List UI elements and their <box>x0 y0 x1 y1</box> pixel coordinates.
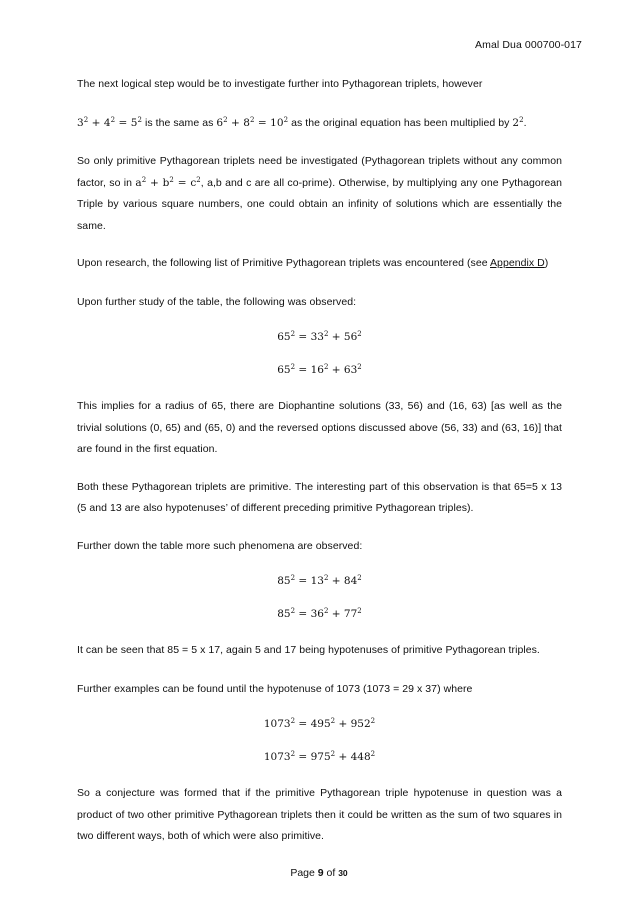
paragraph-intro: The next logical step would be to investigate further into Pythagorean triplets, however <box>77 78 483 90</box>
paragraph-85-explanation: It can be seen that 85 = 5 x 17, again 5 and 17 being hypotenuses of primitive Pythagorean triples. <box>77 644 540 656</box>
page-header-author: Amal Dua 000700-017 <box>475 39 582 51</box>
paragraph-conjecture: So a conjecture was formed that if the primitive Pythagorean triple hypotenuse in question was a product of two other primitive Pythagorean triplets then it could be written as the sum of two squares in two different ways, both of which were also primitive. <box>77 787 562 842</box>
equation-6-8-10: $6^2 + 8^2 = 10^2$ <box>216 115 289 129</box>
equation-block-1073 <box>77 717 562 764</box>
text-fragment: . <box>523 116 527 129</box>
text-fragment: ) <box>544 257 549 269</box>
text-fragment: as the original equation has been multiplied by <box>288 116 513 129</box>
paragraph-scaling-example <box>77 113 562 135</box>
equation-2-squared: $2^2$ <box>512 115 524 129</box>
equation-block-85 <box>77 574 562 621</box>
paragraph-observation: Upon further study of the table, the following was observed: <box>77 295 357 308</box>
equation-pythagoras-general: $a^2 + b^2 = c^2$ <box>135 175 201 189</box>
paragraph-further-down: Further down the table more such phenomena are observed: <box>77 539 363 552</box>
footer-of: of <box>323 867 339 879</box>
page-footer <box>0 867 638 879</box>
page-body <box>77 74 562 864</box>
paragraph-diophantine: This implies for a radius of 65, there are Diophantine solutions (33, 56) and (16, 63) [as well as the trivial solutions (0, 65) and (65, 0) and the reversed options discussed above (56, 33) and (63, 16)] that are found in the first equation. <box>77 400 562 455</box>
equation-65-line2: $65^2 = 16^2 + 63^2$ <box>277 363 362 376</box>
text-fragment: Upon research, the following list of Primitive Pythagorean triplets was encountered (see <box>77 257 490 269</box>
paragraph-research <box>77 253 562 275</box>
paragraph-primitive-note: Both these Pythagorean triplets are primitive. The interesting part of this observation is that 65=5 x 13 (5 and 13 are also hypotenuses’ of different preceding primitive Pythagorean triples). <box>77 480 562 514</box>
footer-page-number: 9 <box>317 867 324 879</box>
footer-total-pages: 30 <box>338 868 348 878</box>
text-fragment: So only primitive Pythagorean triplets need be investigated (Pythagorean triplets without any common factor, so in <box>77 155 562 189</box>
appendix-d-link[interactable]: Appendix D <box>490 257 545 269</box>
equation-65-line1: $65^2 = 33^2 + 56^2$ <box>277 330 362 343</box>
equation-85-line1: $85^2 = 13^2 + 84^2$ <box>277 574 362 587</box>
equation-3-4-5: $3^2 + 4^2 = 5^2$ <box>77 115 143 129</box>
paragraph-1073-intro: Further examples can be found until the hypotenuse of 1073 (1073 = 29 x 37) where <box>77 682 473 695</box>
equation-block-65 <box>77 330 562 377</box>
equation-85-line2: $85^2 = 36^2 + 77^2$ <box>277 607 362 620</box>
equation-1073-line2: $1073^2 = 975^2 + 448^2$ <box>263 750 376 763</box>
text-fragment: is the same as <box>142 116 217 129</box>
text-fragment: , a,b and c are all co-prime). Otherwise, by multiplying any one Pythagorean Triple by various square numbers, one could obtain an infinity of solutions which are essentially the same. <box>77 176 563 232</box>
footer-prefix: Page <box>290 867 318 879</box>
paragraph-primitive-only <box>77 151 562 237</box>
equation-1073-line1: $1073^2 = 495^2 + 952^2$ <box>263 717 376 730</box>
